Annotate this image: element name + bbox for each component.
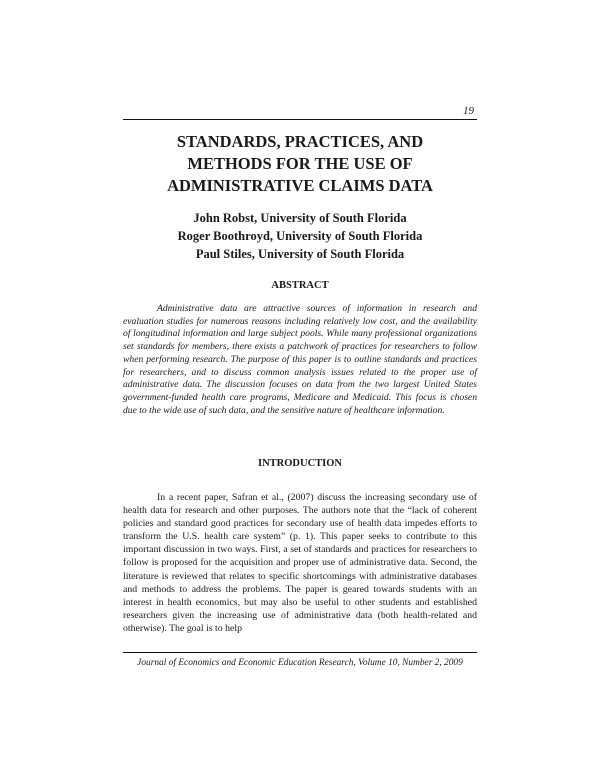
introduction-heading: INTRODUCTION (257, 458, 342, 469)
abstract-text: Administrative data are attractive sources of information in research and evaluation studies for numerous reasons including relatively low cost, and the availability of longitudinal information and large subject pools. While many professional organizations set standards for members, there exists a patchwork of practices for researchers to follow when performing research. The purpose of this paper is to outline standards and practices for researchers, and to discuss common analysis issues related to the proper use of administrative data. The discussion focuses on data from the two largest United States government-funded health care programs, Medicare and Medicaid. This focus is chosen due to the wide use of such data, and the sensitive nature of healthcare information. (123, 303, 477, 416)
abstract-heading: ABSTRACT (271, 280, 329, 291)
introduction-text: In a recent paper, Safran et al., (2007) discuss the increasing secondary use of health data for research and other purposes. The authors note that the “lack of coherent policies and standard good practices for secondary use of health data impedes efforts to transform the U.S. health care system” (p. 1). This paper seeks to contribute to this important discussion in two ways. First, a set of standards and practices for researchers to follow is proposed for the acquisition and proper use of administrative data. Second, the literature is reviewed that relates to specific shortcomings with administrative databases and methods to address the problems. The paper is geared towards students with an interest in health economics, but may also be useful to other students and established researchers given the increasing use of administrative data (both health-related and otherwise). The goal is to help (123, 492, 477, 634)
author-3: Paul Stiles, University of South Florida (195, 247, 405, 261)
title-line-1: STANDARDS, PRACTICES, AND (176, 132, 424, 151)
journal-footer: Journal of Economics and Economic Education Research, Volume 10, Number 2, 2009 (137, 658, 463, 668)
footer-rule (123, 652, 477, 653)
title-line-3: ADMINISTRATIVE CLAIMS DATA (167, 176, 433, 195)
author-2: Roger Boothroyd, University of South Florida (177, 229, 423, 243)
page-number: 19 (463, 105, 474, 117)
author-list (123, 209, 477, 263)
header-rule (123, 119, 477, 120)
title-line-2: METHODS FOR THE USE OF (187, 154, 413, 173)
author-1: John Robst, University of South Florida (193, 211, 407, 225)
paper-title (123, 131, 477, 197)
